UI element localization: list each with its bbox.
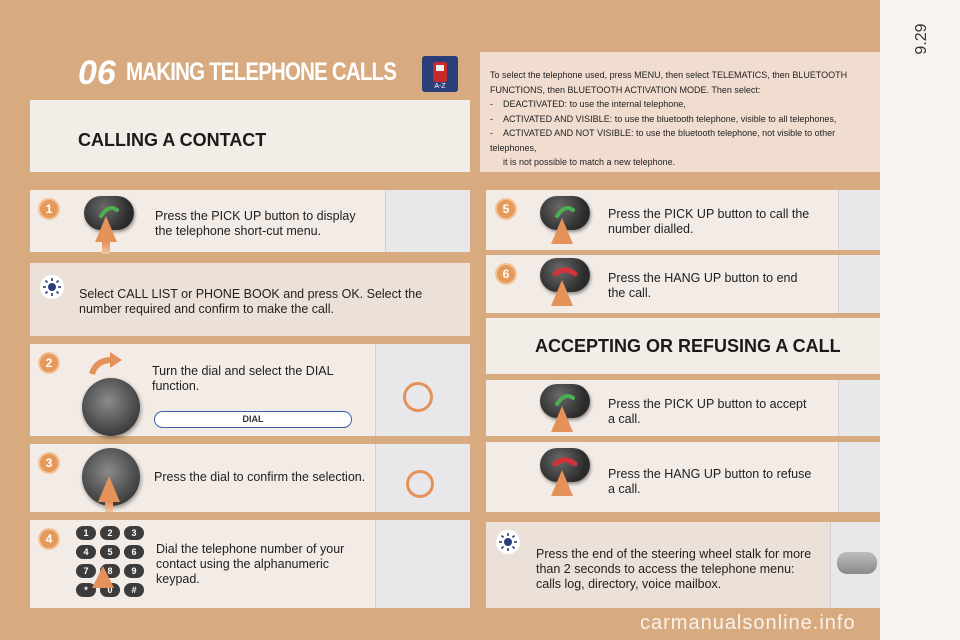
press-arrow-icon [92,566,114,588]
step4-text: Dial the telephone number of your contact using the alphanumeric keypad. [156,542,345,586]
press-arrow-icon [98,476,120,502]
tip1-text: Select CALL LIST or PHONE BOOK and press OK. Select the number required and confirm to make the call. [79,287,423,316]
tip-icon [40,275,64,299]
radio-keypad-illustration [385,190,470,252]
keypad-key-3: 3 [124,526,144,540]
press-arrow-icon [551,218,573,244]
press-arrow-icon [551,470,573,496]
chapter-number: 06 [78,54,116,92]
step1-badge: 1 [38,198,60,220]
tip-icon [496,530,520,554]
step5-text: Press the PICK UP button to call the number dialled. [608,207,810,236]
keypad-key-0: 0 [100,583,120,597]
intro-bullet-cont: it is not possible to match a new telephone. [503,157,676,167]
alphanumeric-keypad-icon [76,526,146,602]
keypad-key-6: 6 [124,545,144,559]
step1-text: Press the PICK UP button to display the telephone short-cut menu. [155,209,356,238]
press-arrow-icon [95,216,117,242]
step2-badge: 2 [38,352,60,374]
keypad-key-4: 4 [76,545,96,559]
keypad-key-5: 5 [100,545,120,559]
accepting-heading: ACCEPTING OR REFUSING A CALL [535,336,841,356]
press-arrow-icon [551,406,573,432]
tip2-text: Press the end of the steering wheel stalk for more than 2 seconds to access the telephone menu: calls log, directory, voice mailbox. [536,547,812,591]
intro-line1: To select the telephone used, press MENU, then select TELEMATICS, then BLUETOOTH [490,70,848,80]
radio-keypad-illustration [838,380,880,436]
step6-text: Press the HANG UP button to end the call. [608,271,798,300]
steering-stalk-illustration [830,522,880,608]
step3-text: Press the dial to confirm the selection. [154,470,366,484]
refuse-text: Press the HANG UP button to refuse a call. [608,467,812,496]
watermark: carmanualsonline.info [640,612,856,634]
keypad-key-2: 2 [100,526,120,540]
keypad-key-8: 8 [100,564,120,578]
radio-dial-illustration [375,344,470,436]
phone-book-icon [422,56,458,92]
step6-badge: 6 [495,263,517,285]
svg-text:A-Z: A-Z [434,83,446,90]
intro-bullet: - DEACTIVATED: to use the internal telephone, [490,99,686,109]
radio-keypad-illustration [375,520,470,608]
press-arrow-stem [105,502,113,512]
calling-heading: CALLING A CONTACT [78,130,267,150]
radio-keypad-illustration [838,255,880,313]
radio-dial-illustration [375,444,470,512]
rotary-dial-icon [82,378,140,436]
accept-text: Press the PICK UP button to accept a call. [608,397,807,426]
intro-bullet: - ACTIVATED AND VISIBLE: to use the bluetooth telephone, visible to all telephones, [490,113,837,124]
step3-badge: 3 [38,452,60,474]
intro-line2: FUNCTIONS, then BLUETOOTH ACTIVATION MODE. Then select: [490,84,761,95]
page-title: MAKING TELEPHONE CALLS [126,58,397,86]
step4-badge: 4 [38,528,60,550]
intro-bullet: - ACTIVATED AND NOT VISIBLE: to use the bluetooth telephone, not visible to other telephones, [490,128,836,153]
page-number: 9.29 [913,23,930,55]
keypad-key-7: 7 [76,564,96,578]
radio-keypad-illustration [838,190,880,250]
keypad-key-9: 9 [124,564,144,578]
step2-text: Turn the dial and select the DIAL function. [152,364,334,393]
dial-label: DIAL [154,411,352,428]
press-arrow-icon [551,280,573,306]
radio-keypad-illustration [838,442,880,512]
keypad-key-star: * [76,583,96,597]
page-sidebar [880,0,960,640]
intro-text [490,68,875,170]
keypad-key-1: 1 [76,526,96,540]
step5-badge: 5 [495,198,517,220]
press-arrow-stem [102,242,110,254]
keypad-key-hash: # [124,583,144,597]
